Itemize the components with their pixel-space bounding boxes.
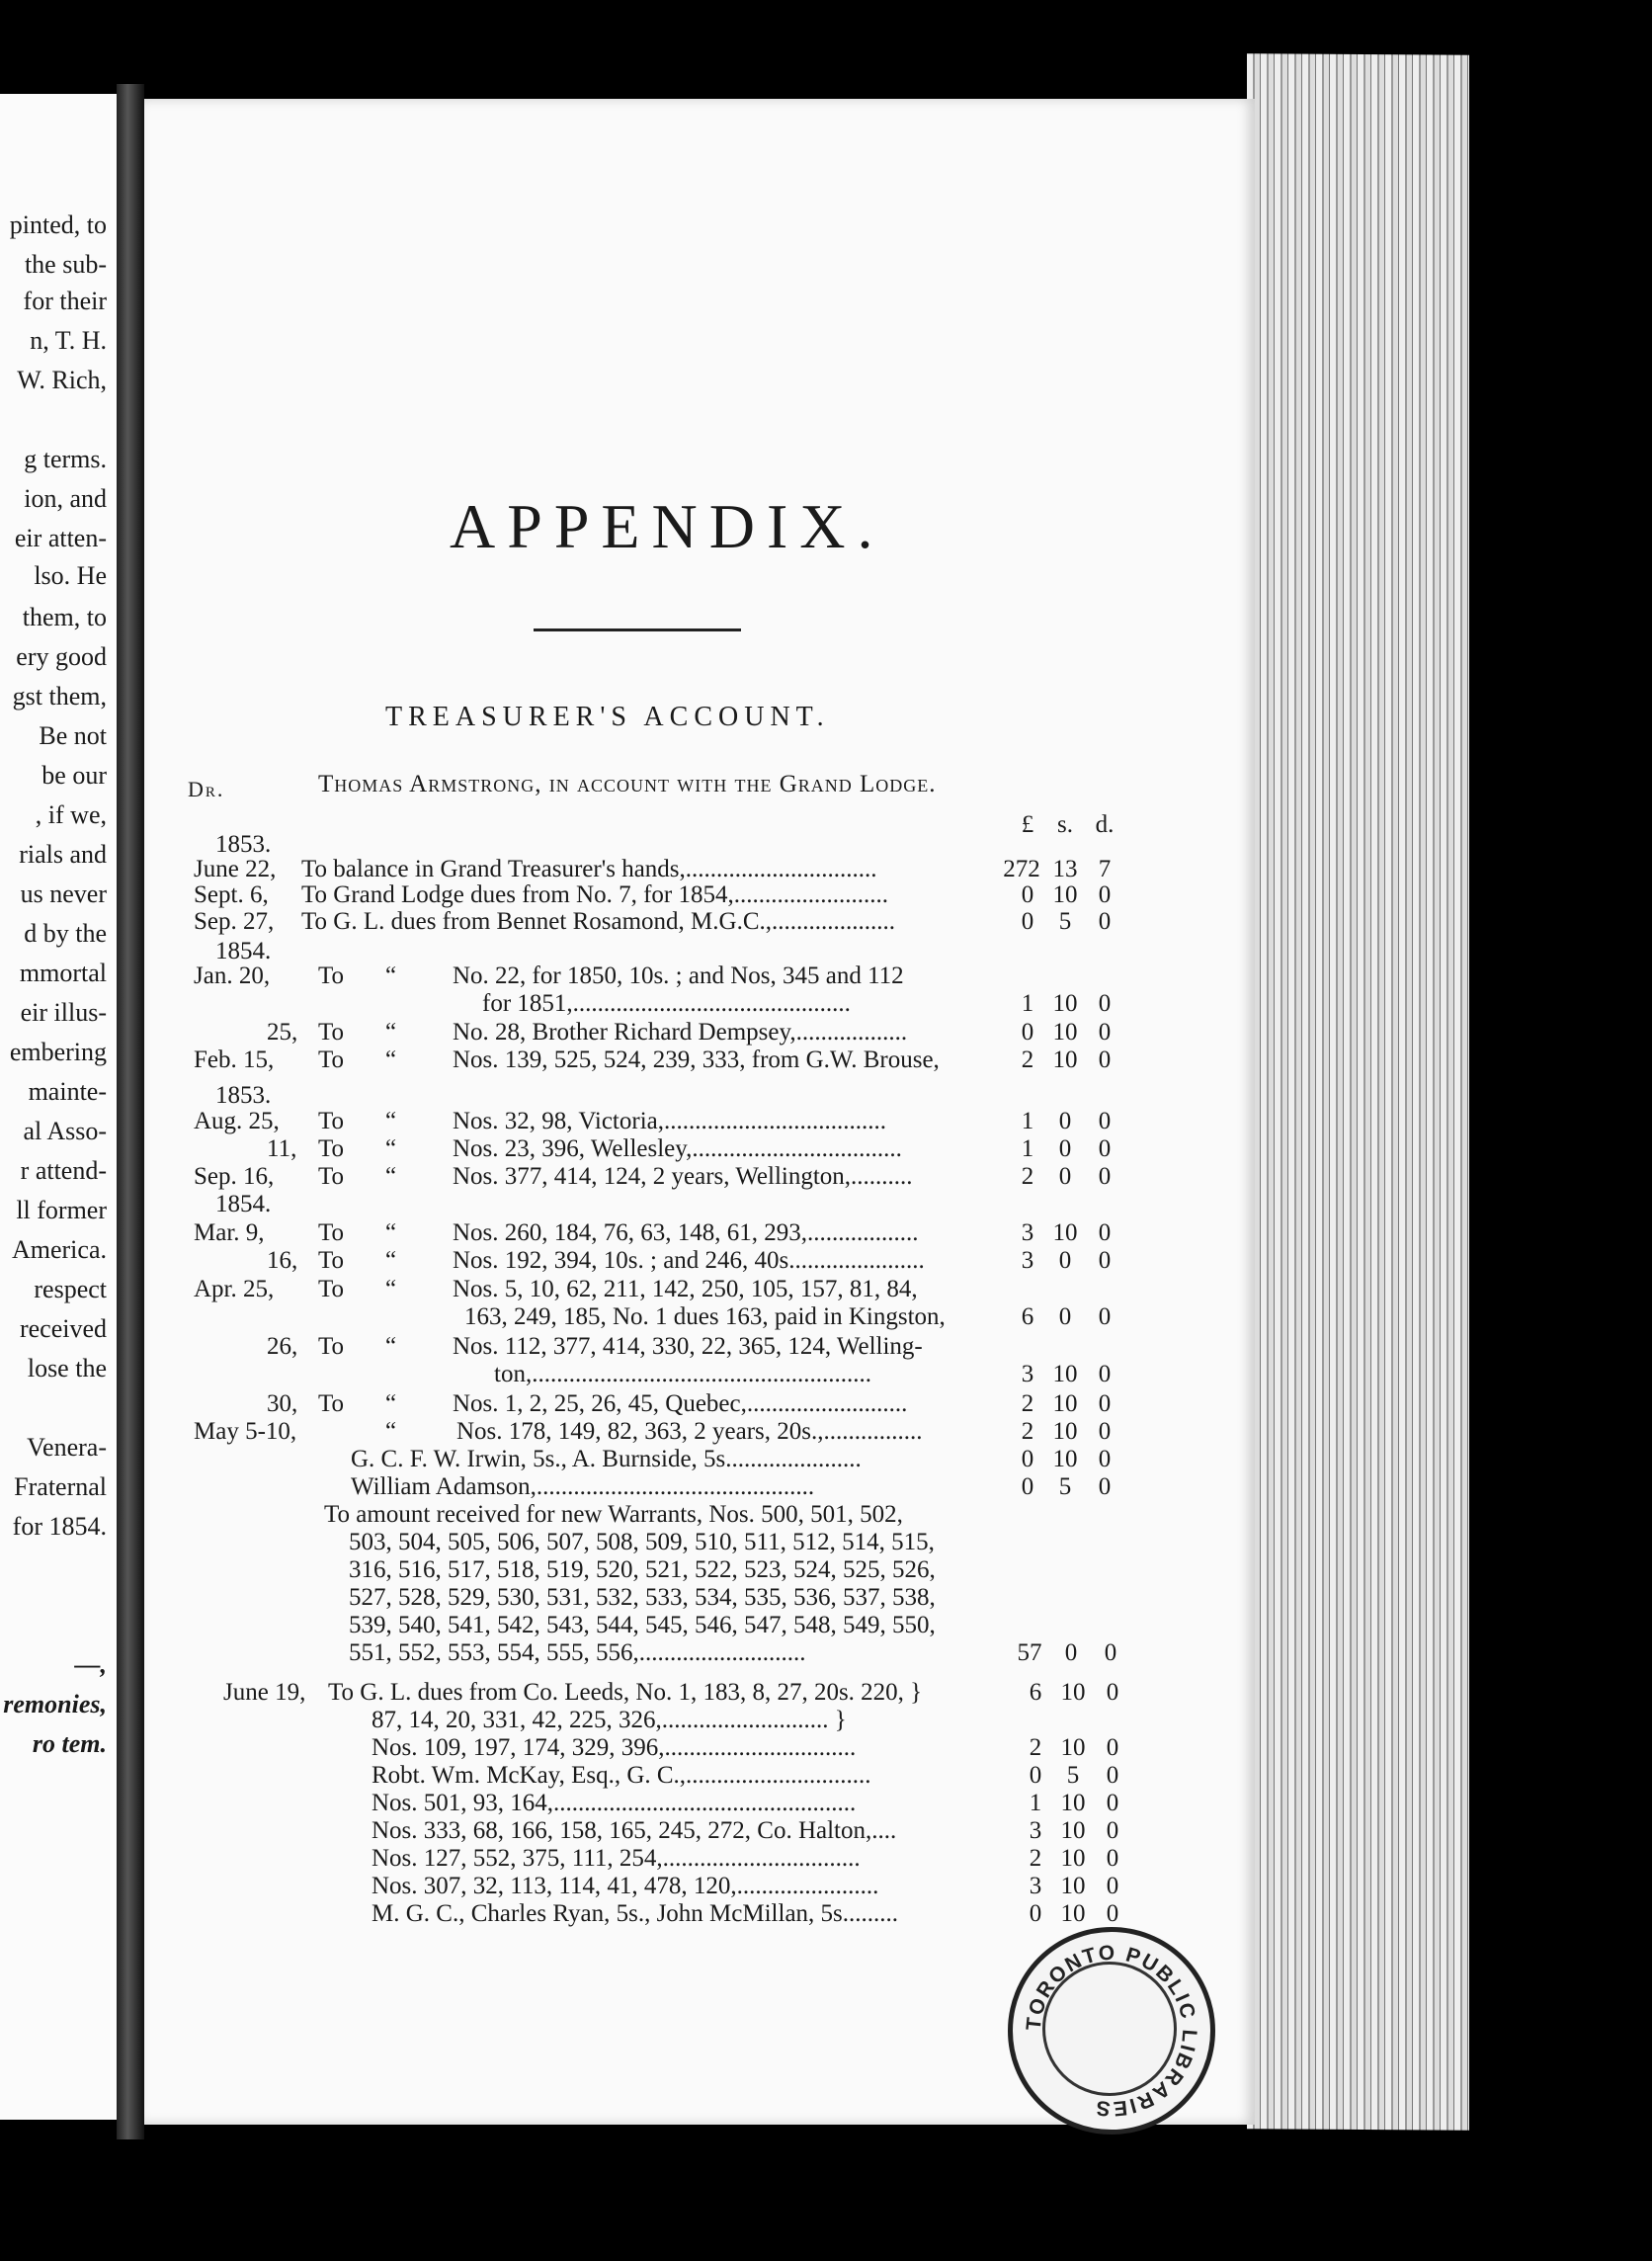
previous-page-fragment (0, 94, 117, 2120)
amount-pounds: 2 (1021, 1418, 1034, 1445)
entry-text: Nos. 501, 93, 164,................................................. (372, 1790, 857, 1816)
amount-pounds: 0 (1021, 881, 1034, 908)
amount-pounds: 1 (1021, 1135, 1034, 1162)
ditto-mark: “ (385, 1390, 397, 1417)
entry-text: No. 28, Brother Richard Dempsey,.................. (453, 1019, 908, 1046)
left-page-line: respect (34, 1275, 107, 1303)
left-page-line: Fraternal (14, 1472, 107, 1501)
amount-shillings: 10 (1052, 1446, 1078, 1472)
warrant-line: 539, 540, 541, 542, 543, 544, 545, 546, 547, 548, 549, 550, (349, 1612, 936, 1638)
entry-date: June 22, (194, 856, 277, 882)
amount-pence: 0 (1106, 1679, 1119, 1706)
entry-text: G. C. F. W. Irwin, 5s., A. Burnside, 5s...................... (351, 1446, 862, 1472)
amount-shillings: 0 (1064, 1639, 1078, 1666)
amount-pence: 0 (1106, 1734, 1119, 1761)
amount-pence: 0 (1106, 1790, 1119, 1816)
amount-shillings: 5 (1066, 1762, 1080, 1789)
amount-pounds: 0 (1021, 908, 1034, 935)
ditto-mark: “ (385, 1135, 397, 1162)
amount-pence: 0 (1106, 1817, 1119, 1844)
ditto-mark: “ (385, 1047, 397, 1073)
amount-shillings: 10 (1052, 1390, 1078, 1417)
amount-pence: 0 (1098, 1473, 1112, 1500)
amount-pence: 7 (1098, 856, 1112, 882)
amount-shillings: 0 (1058, 1108, 1072, 1134)
section-title: TREASURER'S ACCOUNT. (385, 702, 830, 732)
amount-pence: 0 (1098, 1446, 1112, 1472)
left-page-line: mmortal (19, 959, 107, 987)
entry-to: To (318, 1047, 345, 1073)
amount-pence: 0 (1098, 1390, 1112, 1417)
amount-pounds: 3 (1029, 1817, 1042, 1844)
amount-shillings: 0 (1058, 1135, 1072, 1162)
amount-shillings: 10 (1052, 881, 1078, 908)
amount-shillings: 10 (1060, 1845, 1086, 1872)
left-page-line: d by the (24, 919, 107, 948)
ditto-mark: “ (385, 1163, 397, 1190)
account-heading: Thomas Armstrong, in account with the Grand Lodge. (318, 771, 937, 797)
entry-date: Jan. 20, (194, 963, 271, 989)
amount-pence: 0 (1098, 1418, 1112, 1445)
amount-pence: 0 (1098, 1108, 1112, 1134)
left-page-line: the sub- (24, 250, 107, 279)
entry-date: May 5-10, (194, 1418, 297, 1445)
left-page-line: n, T. H. (30, 326, 107, 355)
entry-text: M. G. C., Charles Ryan, 5s., John McMillan, 5s......... (372, 1900, 899, 1927)
entry-text: Nos. 192, 394, 10s. ; and 246, 40s...................... (453, 1247, 925, 1274)
warrant-line: 551, 552, 553, 554, 555, 556,........................... (349, 1639, 806, 1666)
entry-date: 1854. (215, 1191, 272, 1217)
amount-pounds: 3 (1021, 1361, 1034, 1387)
left-page-line: lso. He (34, 561, 107, 590)
amount-pounds: 1 (1021, 1108, 1034, 1134)
left-page-line: mainte- (28, 1077, 107, 1106)
amount-shillings: 10 (1060, 1790, 1086, 1816)
debit-label: Dr. (188, 777, 225, 801)
left-page-line: , if we, (35, 800, 107, 829)
entry-text: Robt. Wm. McKay, Esq., G. C.,.............................. (372, 1762, 871, 1789)
left-page-line: remonies, (3, 1690, 107, 1718)
entry-date: 25, (267, 1019, 298, 1046)
entry-to: To (318, 1333, 345, 1360)
currency-header: s. (1057, 811, 1073, 838)
entry-date: 30, (267, 1390, 298, 1417)
amount-pounds: 1 (1029, 1790, 1042, 1816)
entry-text: Nos. 23, 396, Wellesley,.................................. (453, 1135, 902, 1162)
amount-pounds: 2 (1029, 1845, 1042, 1872)
amount-pounds: 0 (1021, 1019, 1034, 1046)
amount-pence: 0 (1098, 908, 1112, 935)
amount-pounds: 0 (1029, 1900, 1042, 1927)
amount-pounds: 2 (1021, 1047, 1034, 1073)
entry-date: Sep. 16, (194, 1163, 275, 1190)
entry-text: Nos. 333, 68, 166, 158, 165, 245, 272, Co. Halton,.... (372, 1817, 897, 1844)
left-page-line: ro tem. (32, 1729, 107, 1758)
left-page-line: be our (41, 761, 107, 790)
library-stamp (1008, 1927, 1215, 2135)
warrant-line: To amount received for new Warrants, Nos. 500, 501, 502, (324, 1501, 903, 1528)
left-page-line: pinted, to (9, 210, 107, 239)
left-page-line: Be not (39, 721, 107, 750)
ditto-mark: “ (385, 1019, 397, 1046)
amount-pounds: 0 (1021, 1446, 1034, 1472)
entry-date: 26, (267, 1333, 298, 1360)
entry-text: Nos. 127, 552, 375, 111, 254,................................ (372, 1845, 861, 1872)
amount-pounds: 1 (1021, 990, 1034, 1017)
ditto-mark: “ (385, 963, 397, 989)
amount-shillings: 10 (1052, 1361, 1078, 1387)
entry-date: 1854. (215, 938, 272, 964)
entry-date: Sep. 27, (194, 908, 275, 935)
amount-shillings: 5 (1058, 1473, 1072, 1500)
entry-to: To (318, 1219, 345, 1246)
left-page-line: embering (9, 1038, 107, 1066)
entry-to: To (318, 1247, 345, 1274)
left-page-line: for their (23, 287, 107, 315)
entry-text: Nos. 109, 197, 174, 329, 396,............................... (372, 1734, 857, 1761)
left-page-line: Venera- (27, 1433, 107, 1462)
warrant-line: 316, 516, 517, 518, 519, 520, 521, 522, 523, 524, 525, 526, (349, 1556, 936, 1583)
entry-to: To (318, 1019, 345, 1046)
entry-text: No. 22, for 1850, 10s. ; and Nos, 345 and 112 (453, 963, 904, 989)
left-page-line: them, to (22, 603, 107, 631)
left-page-line: al Asso- (23, 1117, 107, 1145)
left-page-line: eir atten- (14, 524, 107, 552)
amount-pence: 0 (1098, 881, 1112, 908)
amount-pence: 0 (1098, 1163, 1112, 1190)
entry-date: Mar. 9, (194, 1219, 265, 1246)
entry-date: 11, (267, 1135, 297, 1162)
amount-pence: 0 (1106, 1762, 1119, 1789)
amount-pounds: 3 (1021, 1247, 1034, 1274)
entry-text: To balance in Grand Treasurer's hands,............................... (301, 856, 877, 882)
entry-text: Nos. 139, 525, 524, 239, 333, from G.W. Brouse, (453, 1047, 940, 1073)
ditto-mark: “ (385, 1219, 397, 1246)
entry-date: Aug. 25, (194, 1108, 280, 1134)
entry-to: To (318, 963, 345, 989)
amount-pence: 0 (1098, 1303, 1112, 1330)
amount-shillings: 5 (1058, 908, 1072, 935)
amount-pounds: 2 (1021, 1163, 1034, 1190)
left-page-line: America. (11, 1235, 107, 1264)
entry-date: Apr. 25, (194, 1276, 275, 1302)
amount-pounds: 6 (1029, 1679, 1042, 1706)
amount-pounds: 2 (1021, 1390, 1034, 1417)
entry-date: Feb. 15, (194, 1047, 275, 1073)
ditto-mark: “ (385, 1333, 397, 1360)
entry-text: Nos. 1, 2, 25, 26, 45, Quebec,.......................... (453, 1390, 908, 1417)
title-rule (534, 628, 741, 631)
amount-shillings: 10 (1052, 1219, 1078, 1246)
amount-shillings: 0 (1058, 1247, 1072, 1274)
warrant-line: 527, 528, 529, 530, 531, 532, 533, 534, 535, 536, 537, 538, (349, 1584, 936, 1611)
amount-shillings: 13 (1052, 856, 1078, 882)
entry-text: Nos. 377, 414, 124, 2 years, Wellington,.......... (453, 1163, 913, 1190)
amount-pounds: 2 (1029, 1734, 1042, 1761)
amount-shillings: 0 (1058, 1163, 1072, 1190)
ditto-mark: “ (385, 1247, 397, 1274)
amount-pence: 0 (1106, 1900, 1119, 1927)
left-page-line: ion, and (24, 484, 107, 513)
amount-shillings: 10 (1052, 1019, 1078, 1046)
amount-pence: 0 (1098, 1135, 1112, 1162)
entry-text: William Adamson,............................................. (351, 1473, 815, 1500)
entry-text: Nos. 32, 98, Victoria,.................................... (453, 1108, 886, 1134)
amount-shillings: 10 (1060, 1900, 1086, 1927)
left-page-line: for 1854. (12, 1512, 107, 1541)
amount-pounds: 0 (1029, 1762, 1042, 1789)
entry-date: 1853. (215, 831, 272, 858)
left-page-line: eir illus- (20, 998, 107, 1027)
entry-to: To (318, 1135, 345, 1162)
amount-pence: 0 (1104, 1639, 1117, 1666)
entry-text: To Grand Lodge dues from No. 7, for 1854,......................... (301, 881, 888, 908)
entry-to: To (318, 1276, 345, 1302)
entry-date: Sept. 6, (194, 881, 269, 908)
left-page-line: ll former (16, 1196, 107, 1224)
entry-to: To (318, 1163, 345, 1190)
amount-pence: 0 (1098, 1219, 1112, 1246)
left-page-line: r attend- (20, 1156, 107, 1185)
amount-pence: 0 (1098, 1019, 1112, 1046)
amount-pounds: 0 (1021, 1473, 1034, 1500)
left-page-line: lose the (27, 1354, 107, 1382)
amount-shillings: 10 (1052, 1418, 1078, 1445)
ditto-mark: “ (385, 1108, 397, 1134)
entry-date: June 19, (223, 1679, 306, 1706)
amount-shillings: 10 (1060, 1734, 1086, 1761)
amount-shillings: 0 (1058, 1303, 1072, 1330)
entry-text: To G. L. dues from Co. Leeds, No. 1, 183, 8, 27, 20s. 220, } (328, 1679, 923, 1706)
amount-pounds: 57 (1017, 1639, 1042, 1666)
entry-text: Nos. 178, 149, 82, 363, 2 years, 20s.,................ (456, 1418, 923, 1445)
left-page-line: rials and (19, 840, 107, 869)
currency-header: £ (1021, 811, 1034, 838)
amount-pounds: 272 (1003, 856, 1040, 882)
entry-to: To (318, 1108, 345, 1134)
amount-pence: 0 (1098, 1047, 1112, 1073)
page-edges (1247, 53, 1469, 2131)
entry-text: 87, 14, 20, 331, 42, 225, 326,........................... } (372, 1707, 847, 1733)
warrant-line: 503, 504, 505, 506, 507, 508, 509, 510, 511, 512, 514, 515, (349, 1529, 935, 1555)
entry-text: 163, 249, 185, No. 1 dues 163, paid in Kingston, (464, 1303, 946, 1330)
amount-pence: 0 (1098, 1247, 1112, 1274)
entry-date: 1853. (215, 1082, 272, 1109)
entry-text: Nos. 112, 377, 414, 330, 22, 365, 124, Welling- (453, 1333, 923, 1360)
amount-shillings: 10 (1060, 1679, 1086, 1706)
left-page-line: g terms. (24, 445, 107, 473)
left-page-line: gst them, (12, 682, 107, 711)
amount-pounds: 3 (1029, 1873, 1042, 1899)
amount-shillings: 10 (1052, 1047, 1078, 1073)
page-title: APPENDIX. (450, 491, 885, 561)
entry-to: To (318, 1390, 345, 1417)
left-page-line: received (19, 1314, 107, 1343)
left-page-line: ery good (16, 642, 107, 671)
entry-text: Nos. 260, 184, 76, 63, 148, 61, 293,.................. (453, 1219, 919, 1246)
entry-text: ton,....................................................... (494, 1361, 871, 1387)
svg-text:TORONTO PUBLIC LIBRARIES: TORONTO PUBLIC LIBRARIES (1022, 1941, 1201, 2121)
amount-shillings: 10 (1052, 990, 1078, 1017)
amount-pounds: 3 (1021, 1219, 1034, 1246)
ditto-mark: “ (385, 1276, 397, 1302)
amount-pence: 0 (1098, 1361, 1112, 1387)
amount-shillings: 10 (1060, 1873, 1086, 1899)
amount-pence: 0 (1098, 990, 1112, 1017)
ditto-mark: “ (385, 1418, 397, 1445)
book-gutter (117, 84, 144, 2139)
left-page-line: us never (20, 879, 107, 908)
amount-pence: 0 (1106, 1845, 1119, 1872)
left-page-line: W. Rich, (17, 366, 107, 394)
currency-header: d. (1095, 811, 1115, 838)
entry-text: Nos. 5, 10, 62, 211, 142, 250, 105, 157, 81, 84, (453, 1276, 918, 1302)
amount-pence: 0 (1106, 1873, 1119, 1899)
entry-date: 16, (267, 1247, 298, 1274)
entry-text: To G. L. dues from Bennet Rosamond, M.G.C.,.................... (301, 908, 895, 935)
entry-text: for 1851,............................................. (482, 990, 851, 1017)
amount-pounds: 6 (1021, 1303, 1034, 1330)
amount-shillings: 10 (1060, 1817, 1086, 1844)
left-page-line: —, (74, 1650, 107, 1679)
entry-text: Nos. 307, 32, 113, 114, 41, 478, 120,....................... (372, 1873, 879, 1899)
